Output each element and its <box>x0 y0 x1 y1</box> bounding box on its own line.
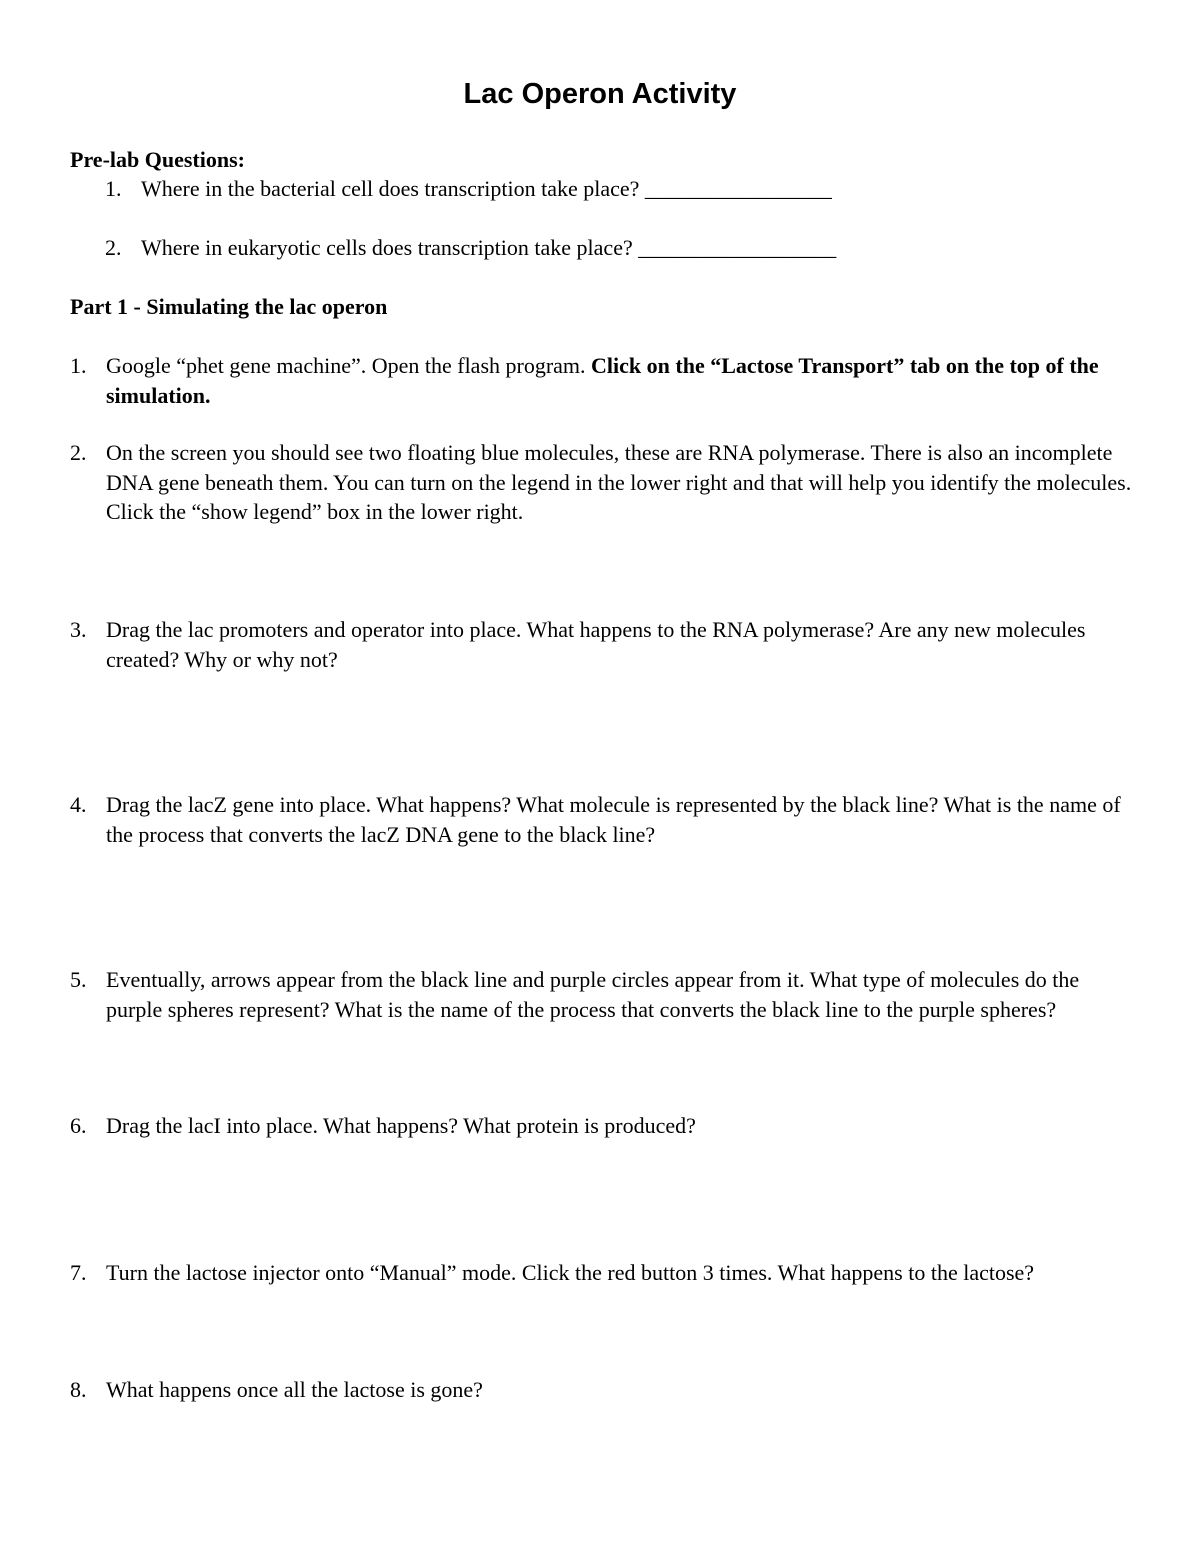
step-text <box>106 351 1140 410</box>
question-prompt: Where in the bacterial cell does transcription take place? <box>141 176 640 201</box>
step-text: Eventually, arrows appear from the black line and purple circles appear from it. What type of molecules do the purple spheres represent? What is the name of the process that converts the black line to the purple spheres? <box>106 967 1080 1022</box>
step-text: Drag the lac promoters and operator into place. What happens to the RNA polymerase? Are any new molecules created? Why or why not? <box>106 617 1086 672</box>
step-number: 4. <box>70 792 87 817</box>
prelab-question <box>105 233 1165 263</box>
question-text <box>141 174 1165 204</box>
step-text: On the screen you should see two floating blue molecules, these are RNA polymerase. There is also an incomplete DNA gene beneath them. You can turn on the legend in the lower right and that will help you identify the molecules. Click the “show legend” box in the lower right. <box>106 440 1132 524</box>
step-bold-text: Click on the “Lactose Transport” tab on the top of the simulation. <box>106 353 1099 408</box>
step-text: What happens once all the lactose is gone? <box>106 1377 483 1402</box>
step-number: 6. <box>70 1113 87 1138</box>
step-item <box>70 615 1140 674</box>
step-item <box>70 351 1140 410</box>
prelab-heading: Pre-lab Questions: <box>70 147 245 172</box>
step-item <box>70 1258 1140 1288</box>
prelab-question <box>105 174 1165 204</box>
question-number: 2. <box>105 235 122 260</box>
answer-blank[interactable]: __________________ <box>638 235 837 260</box>
question-number: 1. <box>105 176 122 201</box>
answer-blank[interactable]: _________________ <box>644 176 832 201</box>
step-number: 2. <box>70 440 87 465</box>
page-title: Lac Operon Activity <box>463 78 737 110</box>
step-number: 7. <box>70 1260 87 1285</box>
step-item <box>70 1375 1140 1405</box>
step-item <box>70 965 1140 1024</box>
question-text <box>141 233 1165 263</box>
step-number: 5. <box>70 967 87 992</box>
step-item <box>70 1111 1140 1141</box>
step-number: 1. <box>70 353 87 378</box>
step-text: Drag the lacI into place. What happens? What protein is produced? <box>106 1113 696 1138</box>
step-text: Turn the lactose injector onto “Manual” mode. Click the red button 3 times. What happens to the lactose? <box>106 1260 1035 1285</box>
step-plain-text: Google “phet gene machine”. Open the flash program. <box>106 353 592 378</box>
step-number: 3. <box>70 617 87 642</box>
step-item <box>70 790 1140 849</box>
step-item <box>70 438 1140 527</box>
step-text: Drag the lacZ gene into place. What happens? What molecule is represented by the black line? What is the name of the process that converts the lacZ DNA gene to the black line? <box>106 792 1121 847</box>
step-number: 8. <box>70 1377 87 1402</box>
question-prompt: Where in eukaryotic cells does transcription take place? <box>141 235 633 260</box>
part1-heading: Part 1 - Simulating the lac operon <box>70 294 388 319</box>
